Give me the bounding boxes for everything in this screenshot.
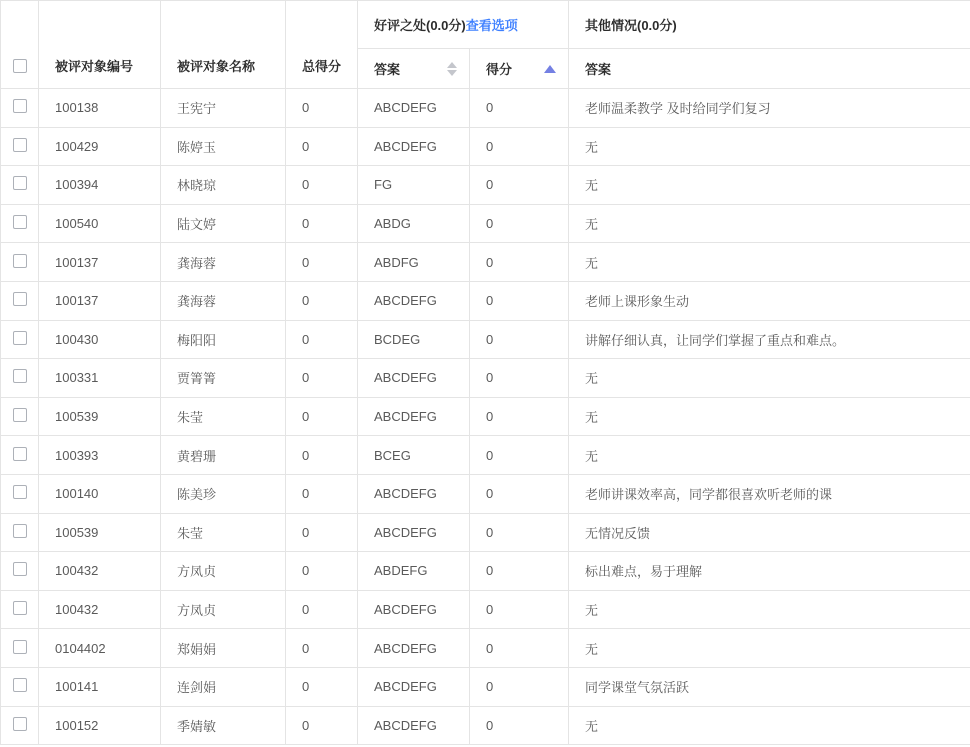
row-name: 林晓琼 — [161, 166, 286, 205]
row-checkbox-cell — [1, 590, 39, 629]
column-header-answer-label: 答案 — [374, 62, 401, 77]
row-id: 100137 — [39, 243, 161, 282]
row-score: 0 — [470, 243, 569, 282]
row-answer: ABCDEFG — [358, 667, 470, 706]
row-score: 0 — [470, 667, 569, 706]
group-header-other-situation: 其他情况(0.0分) — [569, 1, 970, 49]
row-name: 黄碧珊 — [161, 436, 286, 475]
row-score: 0 — [470, 204, 569, 243]
row-answer: ABDFG — [358, 243, 470, 282]
row-answer: ABCDEFG — [358, 706, 470, 745]
row-checkbox[interactable] — [13, 408, 27, 422]
table-row — [1, 667, 970, 706]
row-id: 100393 — [39, 436, 161, 475]
sort-ascending-icon[interactable] — [544, 65, 556, 73]
row-total-score: 0 — [286, 513, 358, 552]
row-name: 王宪宁 — [161, 89, 286, 128]
table-header — [1, 1, 970, 89]
row-answer: ABCDEFG — [358, 359, 470, 398]
row-other: 无 — [569, 590, 970, 629]
row-total-score: 0 — [286, 281, 358, 320]
row-answer: FG — [358, 166, 470, 205]
row-checkbox-cell — [1, 359, 39, 398]
row-other: 无 — [569, 397, 970, 436]
row-name: 朱莹 — [161, 397, 286, 436]
row-checkbox[interactable] — [13, 447, 27, 461]
caret-down-icon — [447, 70, 457, 76]
row-total-score: 0 — [286, 359, 358, 398]
row-total-score: 0 — [286, 89, 358, 128]
table-row — [1, 513, 970, 552]
row-id: 100429 — [39, 127, 161, 166]
row-other: 无 — [569, 436, 970, 475]
row-checkbox[interactable] — [13, 640, 27, 654]
row-checkbox-cell — [1, 397, 39, 436]
row-other: 讲解仔细认真，让同学们掌握了重点和难点。 — [569, 320, 970, 359]
row-other: 无 — [569, 359, 970, 398]
row-id: 0104402 — [39, 629, 161, 668]
row-checkbox[interactable] — [13, 717, 27, 731]
row-other: 标出难点，易于理解 — [569, 552, 970, 591]
table-row — [1, 89, 970, 128]
table-row — [1, 397, 970, 436]
row-answer: BCDEG — [358, 320, 470, 359]
row-checkbox[interactable] — [13, 331, 27, 345]
row-name: 陈婷玉 — [161, 127, 286, 166]
row-checkbox-cell — [1, 667, 39, 706]
table-row — [1, 204, 970, 243]
column-header-score-label: 得分 — [486, 62, 513, 77]
row-name: 季婧敏 — [161, 706, 286, 745]
row-total-score: 0 — [286, 667, 358, 706]
row-checkbox-cell — [1, 706, 39, 745]
row-name: 陈美珍 — [161, 474, 286, 513]
row-total-score: 0 — [286, 629, 358, 668]
row-total-score: 0 — [286, 552, 358, 591]
row-score: 0 — [470, 629, 569, 668]
row-other: 同学课堂气氛活跃 — [569, 667, 970, 706]
row-checkbox-cell — [1, 552, 39, 591]
row-name: 连剑娟 — [161, 667, 286, 706]
row-id: 100137 — [39, 281, 161, 320]
table-row — [1, 629, 970, 668]
row-score: 0 — [470, 397, 569, 436]
row-name: 方凤贞 — [161, 552, 286, 591]
row-answer: ABCDEFG — [358, 474, 470, 513]
row-id: 100152 — [39, 706, 161, 745]
row-answer: ABDEFG — [358, 552, 470, 591]
row-id: 100539 — [39, 397, 161, 436]
row-total-score: 0 — [286, 397, 358, 436]
row-score: 0 — [470, 436, 569, 475]
row-checkbox-cell — [1, 629, 39, 668]
row-total-score: 0 — [286, 706, 358, 745]
row-other: 无 — [569, 243, 970, 282]
row-checkbox[interactable] — [13, 215, 27, 229]
row-checkbox[interactable] — [13, 254, 27, 268]
row-id: 100138 — [39, 89, 161, 128]
row-id: 100539 — [39, 513, 161, 552]
row-score: 0 — [470, 706, 569, 745]
row-checkbox-cell — [1, 320, 39, 359]
row-score: 0 — [470, 89, 569, 128]
row-score: 0 — [470, 127, 569, 166]
row-id: 100430 — [39, 320, 161, 359]
row-answer: ABCDEFG — [358, 397, 470, 436]
row-checkbox-cell — [1, 281, 39, 320]
column-header-other-answer: 答案 — [569, 49, 970, 89]
row-checkbox-cell — [1, 127, 39, 166]
row-other: 无 — [569, 166, 970, 205]
row-checkbox-cell — [1, 243, 39, 282]
table-row — [1, 706, 970, 745]
row-other: 老师上课形象生动 — [569, 281, 970, 320]
row-total-score: 0 — [286, 243, 358, 282]
row-score: 0 — [470, 552, 569, 591]
row-score: 0 — [470, 513, 569, 552]
row-id: 100140 — [39, 474, 161, 513]
row-name: 梅阳阳 — [161, 320, 286, 359]
row-checkbox-cell — [1, 89, 39, 128]
row-checkbox[interactable] — [13, 601, 27, 615]
row-checkbox[interactable] — [13, 176, 27, 190]
column-header-name: 被评对象名称 — [161, 1, 286, 89]
select-all-cell — [1, 1, 39, 89]
row-checkbox-cell — [1, 166, 39, 205]
row-checkbox[interactable] — [13, 138, 27, 152]
column-header-total-score: 总得分 — [286, 1, 358, 89]
row-score: 0 — [470, 281, 569, 320]
table-row — [1, 436, 970, 475]
row-answer: BCEG — [358, 436, 470, 475]
group-header-good-points — [358, 1, 569, 49]
row-total-score: 0 — [286, 436, 358, 475]
row-answer: ABDG — [358, 204, 470, 243]
row-checkbox[interactable] — [13, 369, 27, 383]
row-checkbox-cell — [1, 513, 39, 552]
row-score: 0 — [470, 474, 569, 513]
row-total-score: 0 — [286, 320, 358, 359]
sort-carets-icon[interactable] — [447, 62, 457, 76]
row-checkbox[interactable] — [13, 524, 27, 538]
row-checkbox[interactable] — [13, 292, 27, 306]
row-id: 100540 — [39, 204, 161, 243]
row-other: 无 — [569, 127, 970, 166]
row-name: 郑娟娟 — [161, 629, 286, 668]
row-score: 0 — [470, 590, 569, 629]
row-other: 老师温柔教学 及时给同学们复习 — [569, 89, 970, 128]
row-name: 朱莹 — [161, 513, 286, 552]
row-other: 无情况反馈 — [569, 513, 970, 552]
row-name: 龚海蓉 — [161, 243, 286, 282]
select-all-checkbox[interactable] — [13, 59, 27, 73]
table-row — [1, 127, 970, 166]
row-id: 100432 — [39, 552, 161, 591]
row-id: 100432 — [39, 590, 161, 629]
row-checkbox-cell — [1, 474, 39, 513]
view-options-link[interactable]: 查看选项 — [465, 18, 518, 33]
caret-up-icon — [447, 62, 457, 68]
row-checkbox-cell — [1, 204, 39, 243]
column-header-id: 被评对象编号 — [39, 1, 161, 89]
row-id: 100141 — [39, 667, 161, 706]
column-header-score[interactable] — [470, 49, 569, 89]
row-name: 方凤贞 — [161, 590, 286, 629]
row-other: 老师讲课效率高，同学都很喜欢听老师的课 — [569, 474, 970, 513]
table-row — [1, 166, 970, 205]
table-row — [1, 243, 970, 282]
row-name: 陆文婷 — [161, 204, 286, 243]
row-total-score: 0 — [286, 204, 358, 243]
column-header-answer[interactable] — [358, 49, 470, 89]
row-checkbox[interactable] — [13, 485, 27, 499]
row-other: 无 — [569, 629, 970, 668]
row-name: 龚海蓉 — [161, 281, 286, 320]
table-row — [1, 474, 970, 513]
row-id: 100331 — [39, 359, 161, 398]
table-row — [1, 359, 970, 398]
row-other: 无 — [569, 706, 970, 745]
row-total-score: 0 — [286, 166, 358, 205]
row-answer: ABCDEFG — [358, 513, 470, 552]
row-answer: ABCDEFG — [358, 590, 470, 629]
row-other: 无 — [569, 204, 970, 243]
row-id: 100394 — [39, 166, 161, 205]
table-row — [1, 552, 970, 591]
row-answer: ABCDEFG — [358, 629, 470, 668]
row-checkbox[interactable] — [13, 99, 27, 113]
table-body — [1, 89, 970, 745]
group-header-good-points-title: 好评之处(0.0分) — [374, 18, 466, 33]
row-total-score: 0 — [286, 590, 358, 629]
row-answer: ABCDEFG — [358, 127, 470, 166]
row-score: 0 — [470, 320, 569, 359]
row-checkbox[interactable] — [13, 678, 27, 692]
row-checkbox-cell — [1, 436, 39, 475]
row-name: 贾箐箐 — [161, 359, 286, 398]
table-row — [1, 320, 970, 359]
row-score: 0 — [470, 166, 569, 205]
row-total-score: 0 — [286, 127, 358, 166]
row-total-score: 0 — [286, 474, 358, 513]
table-row — [1, 281, 970, 320]
row-answer: ABCDEFG — [358, 281, 470, 320]
row-checkbox[interactable] — [13, 562, 27, 576]
row-score: 0 — [470, 359, 569, 398]
row-answer: ABCDEFG — [358, 89, 470, 128]
table-row — [1, 590, 970, 629]
